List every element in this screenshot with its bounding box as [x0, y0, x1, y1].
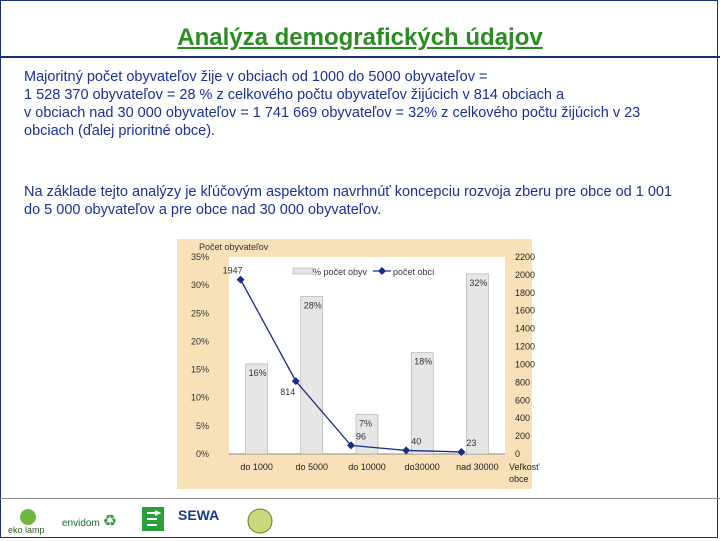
y-left-tick-label: 25%: [190, 308, 209, 319]
y-right-tick-label: 0: [515, 449, 521, 459]
x-tick-label: do30000: [404, 462, 440, 472]
legend-line-label: počet obcí: [393, 267, 435, 277]
slide-title: Analýza demografických údajov: [177, 24, 543, 51]
y-right-tick-label: 1000: [515, 359, 536, 370]
sewa-logo: SEWA: [178, 507, 220, 523]
emblem-logo: [246, 507, 276, 537]
line-data-label: 814: [280, 387, 296, 398]
y-right-tick-label: 400: [515, 413, 531, 424]
line-data-label: 40: [411, 436, 422, 447]
recycle-icon: ♻: [102, 513, 117, 530]
y-right-tick-label: 1600: [515, 305, 536, 316]
paragraph-conclusion: Na základe tejto analýzy je kľúčovým aspektom navrhnúť koncepciu rozvoja zberu pre obce od 1 001 do 5 000 obyvateľov a pre obce nad 30 000 obyvateľov.: [24, 184, 673, 218]
y-right-tick-label: 2000: [515, 269, 536, 280]
bar-data-label: 28%: [303, 300, 322, 311]
svg-text:eko lamp: eko lamp: [8, 525, 45, 535]
y-right-axis-label: obce: [509, 474, 529, 484]
bar: [301, 296, 323, 454]
ekolamp-logo: [8, 507, 52, 537]
line-data-label: 23: [466, 437, 477, 448]
bar-data-label: 7%: [359, 418, 373, 429]
demographic-chart: [177, 239, 540, 489]
bar-data-label: 16%: [248, 367, 267, 378]
y-left-tick-label: 10%: [190, 392, 209, 403]
bar: [466, 274, 488, 454]
y-right-axis-label: Veľkosť: [509, 462, 540, 472]
envidom-logo: envidom ♻: [62, 513, 117, 530]
legend-bar-label: % počet obyv: [313, 267, 368, 277]
paragraph-analysis: Majoritný počet obyvateľov žije v obciach od 1000 do 5000 obyvateľov = 1 528 370 obyvateľov = 28 % z celkového počtu obyvateľov žijúcich v 814 obciach a v obciach nad 30 000 obyvateľov = 1 741 669 obyvateľov = 32% z celkového počtu žijúcich v 23 obciach (ďalej prioritné obce).: [24, 69, 641, 139]
y-left-tick-label: 30%: [190, 280, 209, 291]
line-data-label: 1947: [222, 265, 243, 276]
y-left-tick-label: 35%: [190, 252, 209, 262]
legend-bar-swatch: [293, 268, 313, 274]
bar-data-label: 18%: [414, 356, 433, 367]
y-right-tick-label: 1400: [515, 323, 536, 334]
y-right-tick-label: 200: [515, 431, 531, 442]
y-left-tick-label: 0%: [195, 449, 209, 459]
y-right-tick-label: 2200: [515, 252, 536, 262]
chart-container: [177, 239, 540, 489]
line-data-label: 96: [355, 431, 367, 442]
y-right-tick-label: 800: [515, 377, 531, 388]
y-right-tick-label: 1200: [515, 341, 536, 352]
x-tick-label: do 1000: [240, 462, 273, 472]
green-arrow-logo: [142, 507, 164, 537]
x-tick-label: do 10000: [348, 462, 386, 472]
y-right-tick-label: 1800: [515, 287, 536, 298]
chart-title: Počet obyvateľov: [199, 242, 269, 252]
x-tick-label: nad 30000: [456, 462, 499, 472]
y-left-tick-label: 5%: [195, 420, 209, 431]
bar-data-label: 32%: [469, 277, 488, 288]
y-left-tick-label: 20%: [190, 336, 209, 347]
x-tick-label: do 5000: [295, 462, 329, 472]
y-left-tick-label: 15%: [190, 364, 209, 375]
y-right-tick-label: 600: [515, 395, 531, 406]
footer-logos: [0, 498, 720, 541]
